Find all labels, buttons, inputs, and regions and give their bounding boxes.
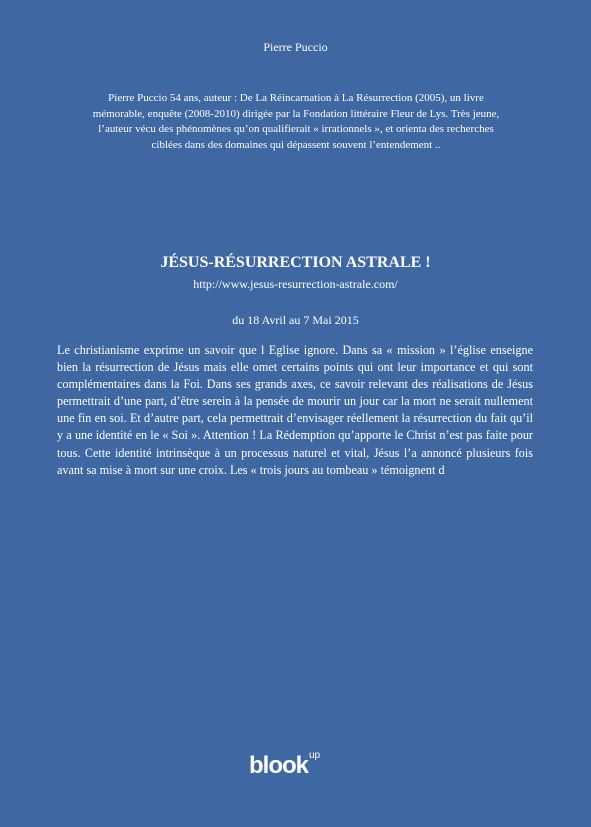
author-bio: Pierre Puccio 54 ans, auteur : De La Réincarnation à La Résurrection (2005), un livre mémorable, enquête (2008-2010) dirigée par la Fondation littéraire Fleur de Lys. Très jeune, l’auteur vécu des phénomènes qu’on qualifierait « irrationnels », et orienta des recherches ciblées dans des domaines qui dépassent souvent l’entendement .. <box>92 92 500 151</box>
summary-text: Le christianisme exprime un savoir que l Eglise ignore. Dans sa « mission » l’église enseigne bien la résurrection de Jésus mais elle omet certains points qui ont leur importance et qui sont complémentaires dans la Foi. Dans ses grands axes, ce savoir relevant des réalisations de Jésus permettrait d’une part, d’être serein à la pensée de mourir un jour car la mort ne serait nullement une fin en soi. Et d’autre part, cela permettrait d’envisager réellement la résurrection du fait qu’il y a une identité en le « Soi ». Attention ! La Rédemption qu’apporte le Christ n’est pas faite pour tous. Cette identité intrinsèque à un processus naturel et vital, Jésus l’a annoncé plusieurs fois avant sa mise à mort sur une croix. Les « trois jours au tombeau » témoignent d <box>57 343 533 477</box>
logo-text: blook <box>249 752 308 779</box>
blookup-logo <box>249 752 320 782</box>
logo-superscript: up <box>309 750 321 761</box>
website-url: http://www.jesus-resurrection-astrale.com/ <box>193 277 398 291</box>
book-title: JÉSUS-RÉSURRECTION ASTRALE ! <box>160 254 431 271</box>
date-range: du 18 Avril au 7 Mai 2015 <box>232 313 359 327</box>
author-name: Pierre Puccio <box>263 40 328 54</box>
